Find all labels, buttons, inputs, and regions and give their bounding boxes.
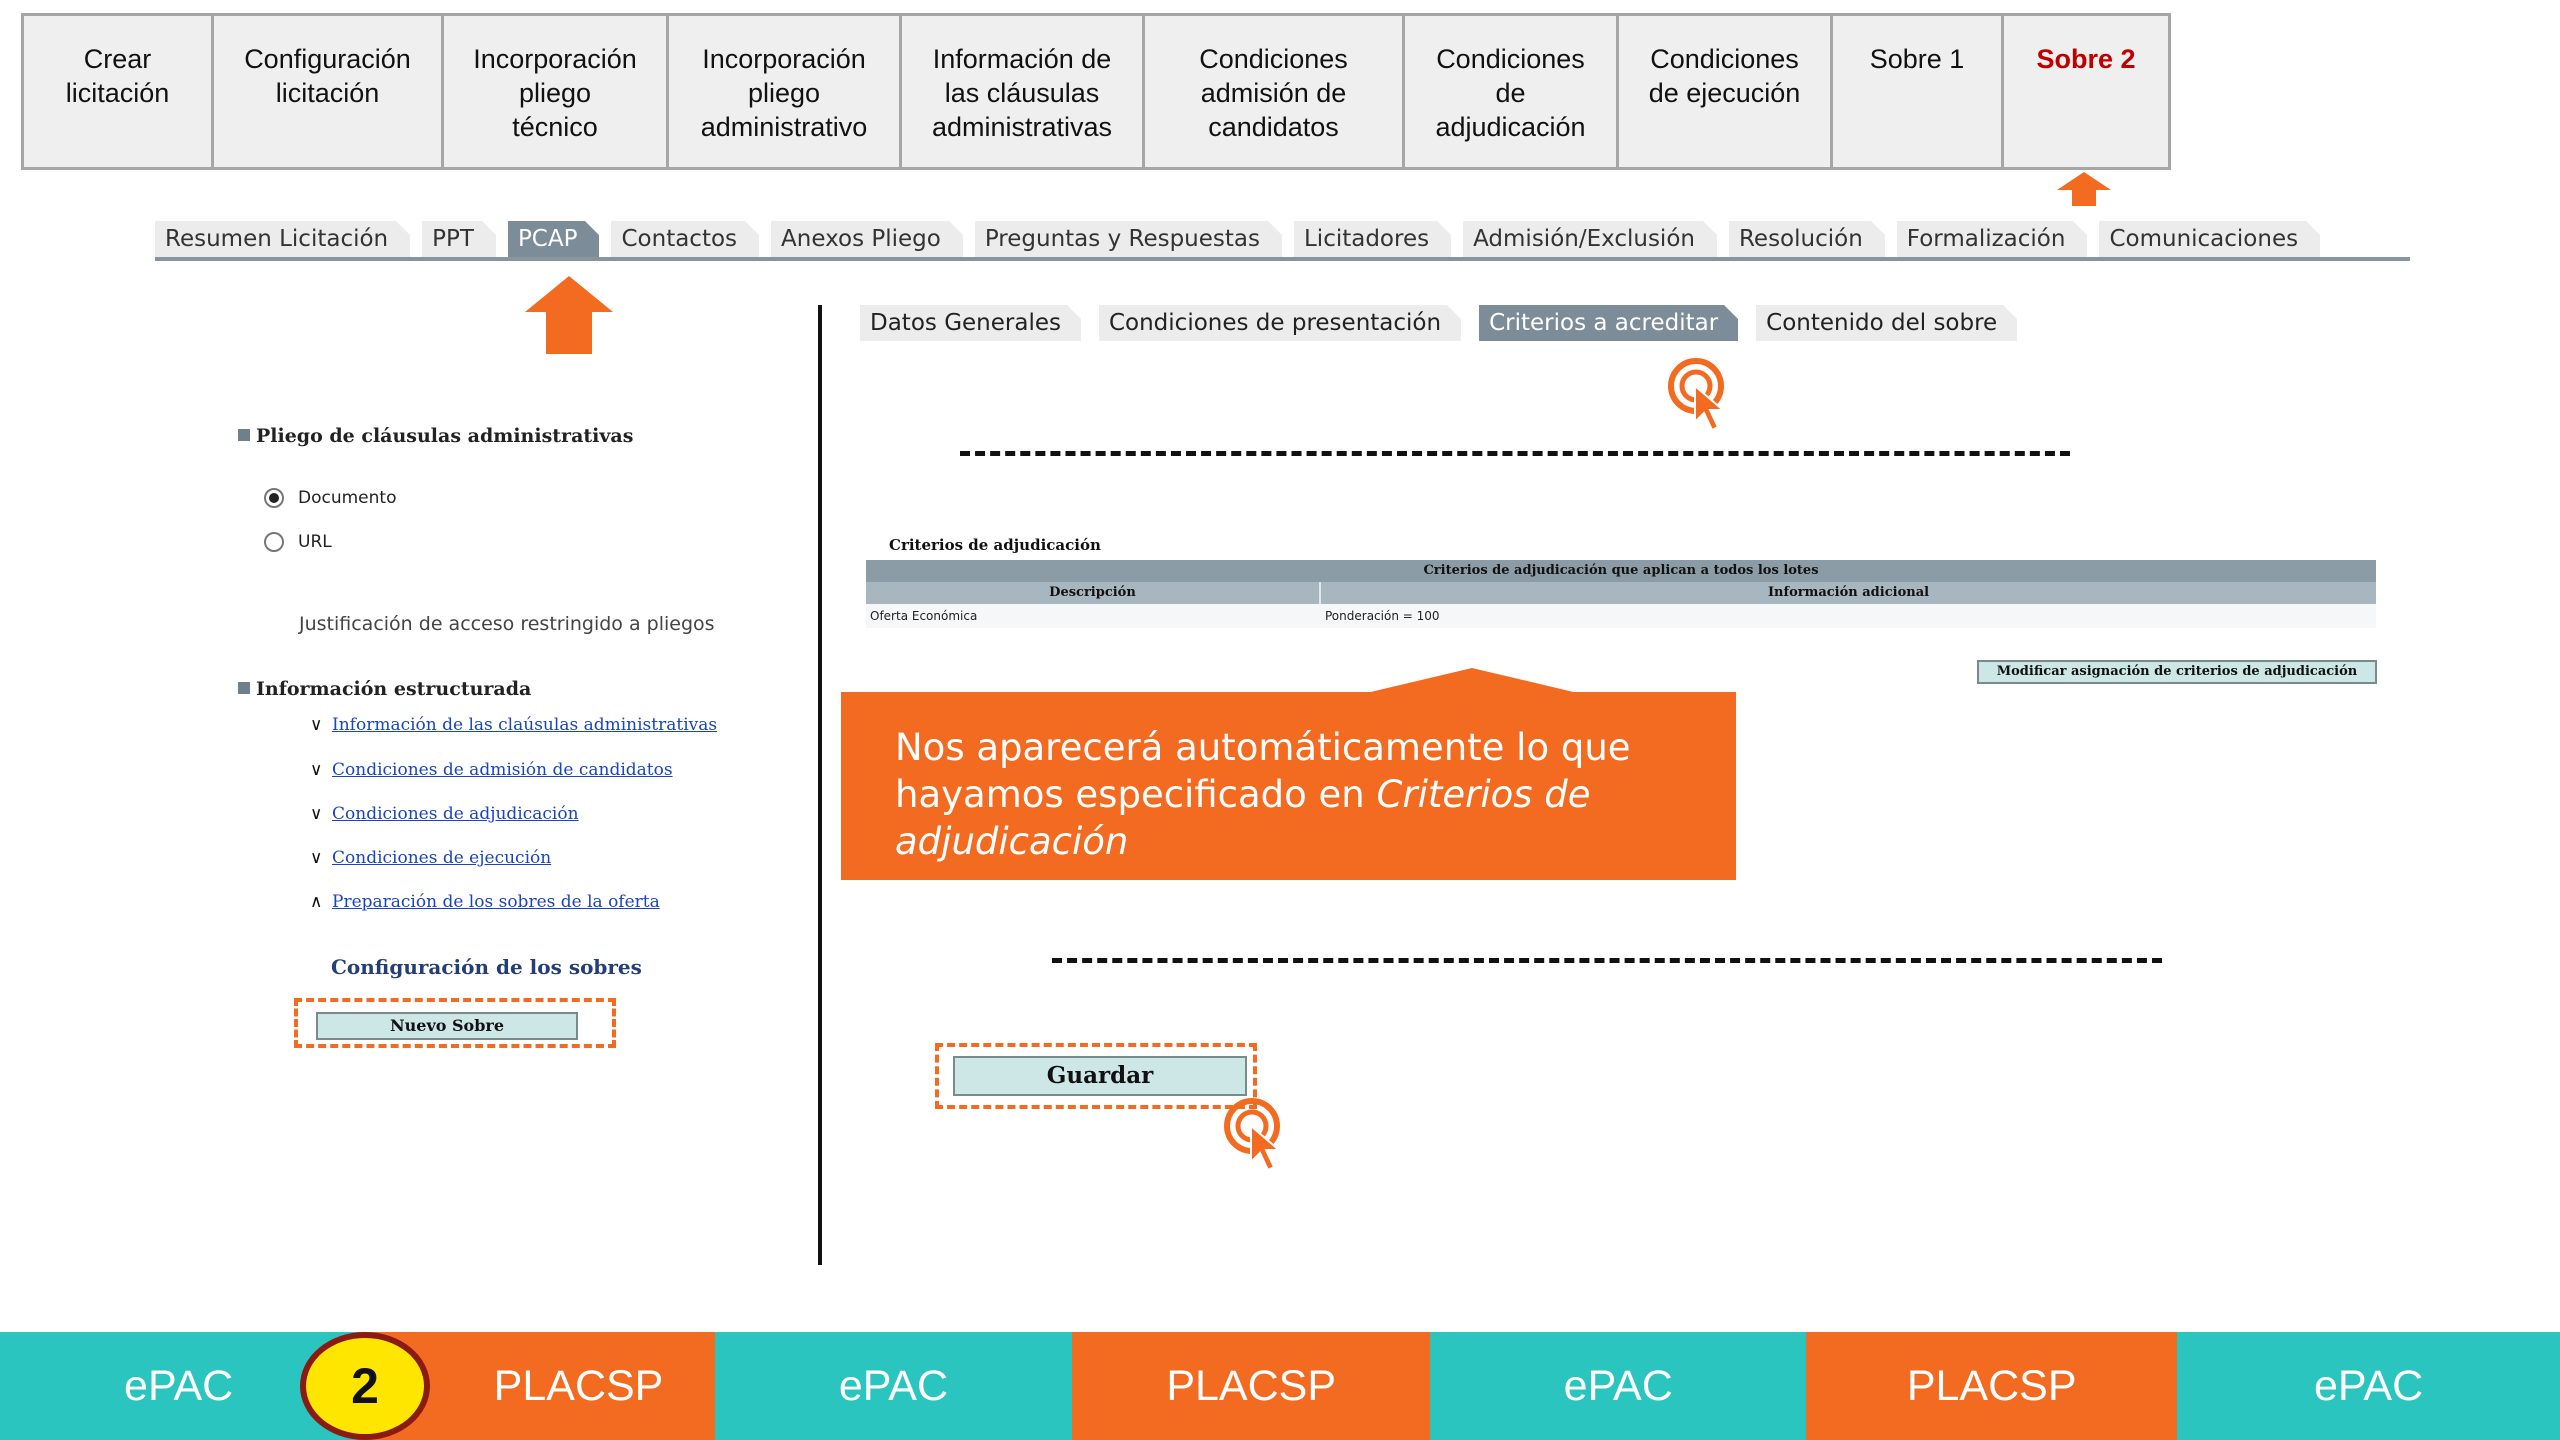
radio-unchecked-icon[interactable] (264, 532, 284, 552)
chevron-down-icon[interactable]: ∨ (310, 715, 323, 735)
tab-anexos-pliego[interactable]: Anexos Pliego (771, 221, 963, 257)
step-configuracion-licitacion[interactable]: Configuración licitación (214, 16, 444, 167)
chevron-down-icon[interactable]: ∨ (310, 848, 323, 868)
arrow-up-icon (2057, 172, 2111, 206)
bottom-epac: ePAC (715, 1332, 1072, 1440)
bottom-placsp: PLACSP (357, 1332, 715, 1440)
square-bullet-icon (238, 682, 250, 694)
radio-checked-icon[interactable] (264, 488, 284, 508)
cut-line (1052, 958, 2162, 963)
table-header (866, 582, 2376, 604)
callout-tip (1362, 668, 1582, 694)
tab-licitadores[interactable]: Licitadores (1294, 221, 1451, 257)
cell-descripcion: Oferta Económica (870, 609, 978, 623)
cut-line (960, 451, 2070, 456)
subtab-contenido-sobre[interactable]: Contenido del sobre (1756, 305, 2017, 341)
step-pliego-administrativo[interactable]: Incorporación pliego administrativo (669, 16, 902, 167)
guardar-button[interactable]: Guardar (953, 1056, 1247, 1096)
link-condiciones-ejecucion[interactable] (310, 848, 551, 868)
info-title-text: Información estructurada (256, 678, 532, 700)
info-section-title (238, 678, 531, 700)
chevron-down-icon[interactable]: ∨ (310, 804, 323, 824)
pliego-section-title (238, 425, 633, 447)
bottom-epac: ePAC (2177, 1332, 2560, 1440)
step-pliego-tecnico[interactable]: Incorporación pliego técnico (444, 16, 669, 167)
link-label[interactable]: Preparación de los sobres de la oferta (332, 892, 660, 912)
callout-line-2 (895, 771, 1682, 818)
callout-line-3 (895, 818, 1682, 865)
step-informacion-clausulas[interactable]: Información de las cláusulas administrativas (902, 16, 1145, 167)
radio-url-label: URL (298, 532, 332, 552)
tab-comunicaciones[interactable]: Comunicaciones (2099, 221, 2320, 257)
column-header-informacion: Información adicional (1767, 585, 1930, 600)
link-label[interactable]: Información de las claúsulas administrativas (332, 715, 718, 735)
step-number-badge: 2 (300, 1332, 430, 1440)
modificar-criterios-button[interactable]: Modificar asignación de criterios de adjudicación (1977, 660, 2377, 684)
nuevo-sobre-button[interactable]: Nuevo Sobre (316, 1012, 578, 1040)
tab-contactos[interactable]: Contactos (611, 221, 759, 257)
link-preparacion-sobres[interactable] (310, 892, 660, 912)
bottom-epac: ePAC (0, 1332, 357, 1440)
tab-ppt[interactable]: PPT (422, 221, 496, 257)
step-sobre-1[interactable]: Sobre 1 (1833, 16, 2004, 167)
callout-line-2-italic: Criterios de (1376, 773, 1591, 816)
callout-box (841, 692, 1736, 880)
link-label[interactable]: Condiciones de ejecución (332, 848, 552, 868)
step-condiciones-admision[interactable]: Condiciones admisión de candidatos (1145, 16, 1405, 167)
arrow-up-icon (525, 276, 613, 354)
subtab-datos-generales[interactable]: Datos Generales (860, 305, 1081, 341)
pliego-title-text: Pliego de cláusulas administrativas (256, 425, 634, 447)
bottom-epac: ePAC (1430, 1332, 1806, 1440)
main-tabs (155, 215, 2410, 261)
link-label[interactable]: Condiciones de adjudicación (332, 804, 579, 824)
square-bullet-icon (238, 429, 250, 441)
sobre-subtabs (860, 305, 2035, 341)
subtab-condiciones-presentacion[interactable]: Condiciones de presentación (1099, 305, 1461, 341)
cell-informacion: Ponderación = 100 (1325, 609, 1440, 623)
step-condiciones-adjudicacion[interactable]: Condiciones de adjudicación (1405, 16, 1619, 167)
criterios-table (866, 560, 2376, 628)
vertical-divider (818, 305, 822, 1265)
link-condiciones-adjudicacion[interactable] (310, 804, 579, 824)
click-cursor-icon (1662, 352, 1742, 442)
chevron-down-icon[interactable]: ∨ (310, 760, 323, 780)
tab-resolucion[interactable]: Resolución (1729, 221, 1885, 257)
bottom-placsp: PLACSP (1072, 1332, 1430, 1440)
tab-formalizacion[interactable]: Formalización (1897, 221, 2088, 257)
step-condiciones-ejecucion[interactable]: Condiciones de ejecución (1619, 16, 1833, 167)
step-crear-licitacion[interactable]: Crear licitación (24, 16, 214, 167)
callout-line-3-italic: adjudicación (895, 820, 1129, 863)
table-title: Criterios de adjudicación que aplican a todos los lotes (866, 560, 2376, 582)
link-label[interactable]: Condiciones de admisión de candidatos (332, 760, 673, 780)
callout-line-1: Nos aparecerá automáticamente lo que (895, 726, 1631, 769)
table-row (866, 604, 2376, 628)
step-sobre-2[interactable]: Sobre 2 (2036, 44, 2136, 74)
click-cursor-icon (1218, 1092, 1298, 1182)
column-header-descripcion: Descripción (866, 582, 1321, 604)
subtab-criterios-acreditar[interactable]: Criterios a acreditar (1479, 305, 1738, 341)
radio-documento[interactable] (264, 488, 396, 508)
config-sobres-title: Configuración de los sobres (331, 955, 642, 979)
chevron-up-icon[interactable]: ∧ (310, 892, 323, 912)
tab-admision-exclusion[interactable]: Admisión/Exclusión (1463, 221, 1717, 257)
tab-preguntas-respuestas[interactable]: Preguntas y Respuestas (975, 221, 1282, 257)
tab-pcap[interactable]: PCAP (508, 221, 600, 257)
justificacion-link[interactable]: Justificación de acceso restringido a pliegos (299, 613, 715, 635)
link-condiciones-admision[interactable] (310, 760, 673, 780)
bottom-placsp: PLACSP (1806, 1332, 2177, 1440)
radio-url[interactable] (264, 532, 332, 552)
callout-line-2-text: hayamos especificado en (895, 773, 1377, 816)
tab-resumen-licitacion[interactable]: Resumen Licitación (155, 221, 410, 257)
link-informacion-clausulas[interactable] (310, 715, 717, 735)
steps-bar (21, 13, 2171, 170)
radio-documento-label: Documento (298, 488, 397, 508)
criterios-title: Criterios de adjudicación (889, 536, 1101, 554)
